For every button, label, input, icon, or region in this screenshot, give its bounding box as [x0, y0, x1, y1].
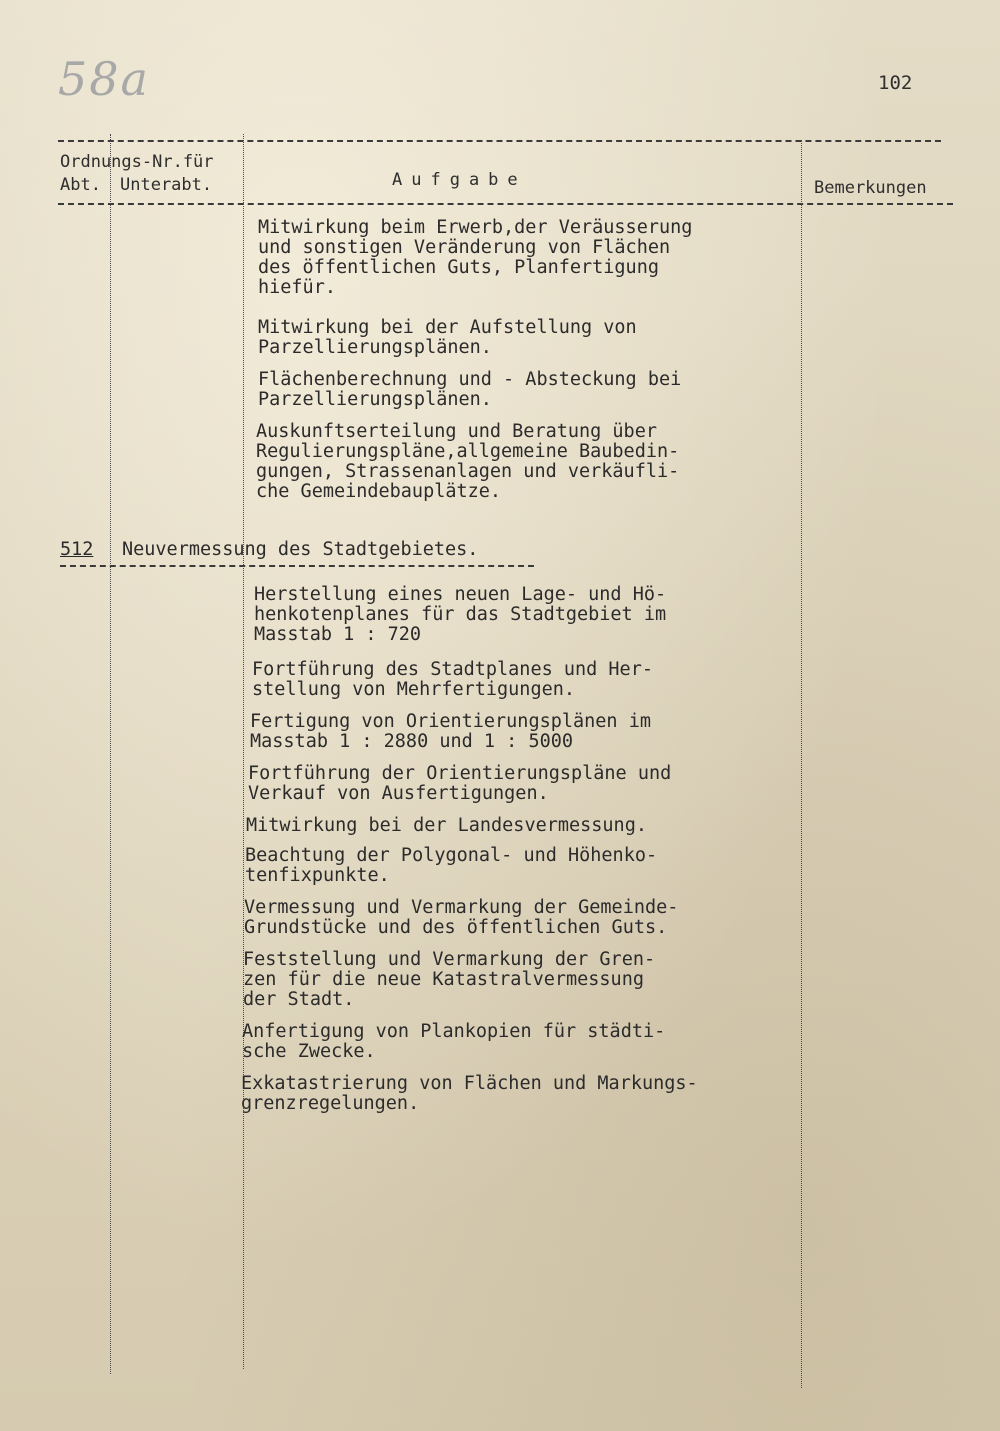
header-unterabt: Unterabt. — [120, 175, 213, 195]
section-number: 512 — [60, 539, 94, 560]
task-entry: Herstellung eines neuen Lage- und Hö- henkotenplanes für das Stadtgebiet im Masstab 1 : 720 — [254, 584, 667, 645]
header-aufgabe: Aufgabe — [392, 170, 527, 190]
page-number: 102 — [878, 72, 913, 94]
column-divider-abt — [110, 134, 111, 1374]
task-entry: Mitwirkung beim Erwerb,der Veräusserung und sonstigen Veränderung von Flächen des öffentlichen Guts, Planfertigung hiefür. — [258, 217, 693, 298]
task-entry: Fortführung des Stadtplanes und Her- stellung von Mehrfertigungen. — [252, 659, 653, 700]
handwritten-folio-mark: 58a — [58, 52, 150, 106]
header-ordnungs-nr: Ordnungs-Nr.für — [60, 152, 214, 172]
task-entry: Mitwirkung bei der Landesvermessung. — [246, 815, 647, 836]
task-entry: Vermessung und Vermarkung der Gemeinde- Grundstücke und des öffentlichen Guts. — [244, 897, 679, 938]
section-title: Neuvermessung des Stadtgebietes. — [122, 539, 479, 560]
task-entry: Fortführung der Orientierungspläne und Verkauf von Ausfertigungen. — [248, 763, 672, 804]
task-entry: Auskunftserteilung und Beratung über Regulierungspläne,allgemeine Baubedin- gungen, Strassenanlagen und verkäufli- che Gemeindebauplätze. — [256, 421, 680, 502]
task-entry: Anfertigung von Plankopien für städti- sche Zwecke. — [242, 1021, 666, 1062]
section-underline — [60, 565, 534, 567]
header-abt: Abt. — [60, 175, 101, 195]
column-divider-unterabt — [243, 134, 244, 1369]
column-divider-bemerkungen — [801, 140, 802, 1388]
task-entry: Flächenberechnung und - Absteckung bei Parzellierungsplänen. — [258, 369, 682, 410]
task-entry: Mitwirkung bei der Aufstellung von Parzellierungsplänen. — [258, 317, 637, 358]
task-entry: Fertigung von Orientierungsplänen im Masstab 1 : 2880 und 1 : 5000 — [250, 711, 651, 752]
task-entry: Beachtung der Polygonal- und Höhenko- tenfixpunkte. — [245, 845, 658, 886]
table-top-rule — [58, 140, 941, 142]
header-bemerkungen: Bemerkungen — [814, 178, 927, 198]
task-entry: Exkatastrierung von Flächen und Markungs- grenzregelungen. — [241, 1073, 698, 1114]
header-bottom-rule — [58, 203, 953, 205]
task-entry: Feststellung und Vermarkung der Gren- zen für die neue Katastralvermessung der Stadt. — [243, 949, 656, 1010]
